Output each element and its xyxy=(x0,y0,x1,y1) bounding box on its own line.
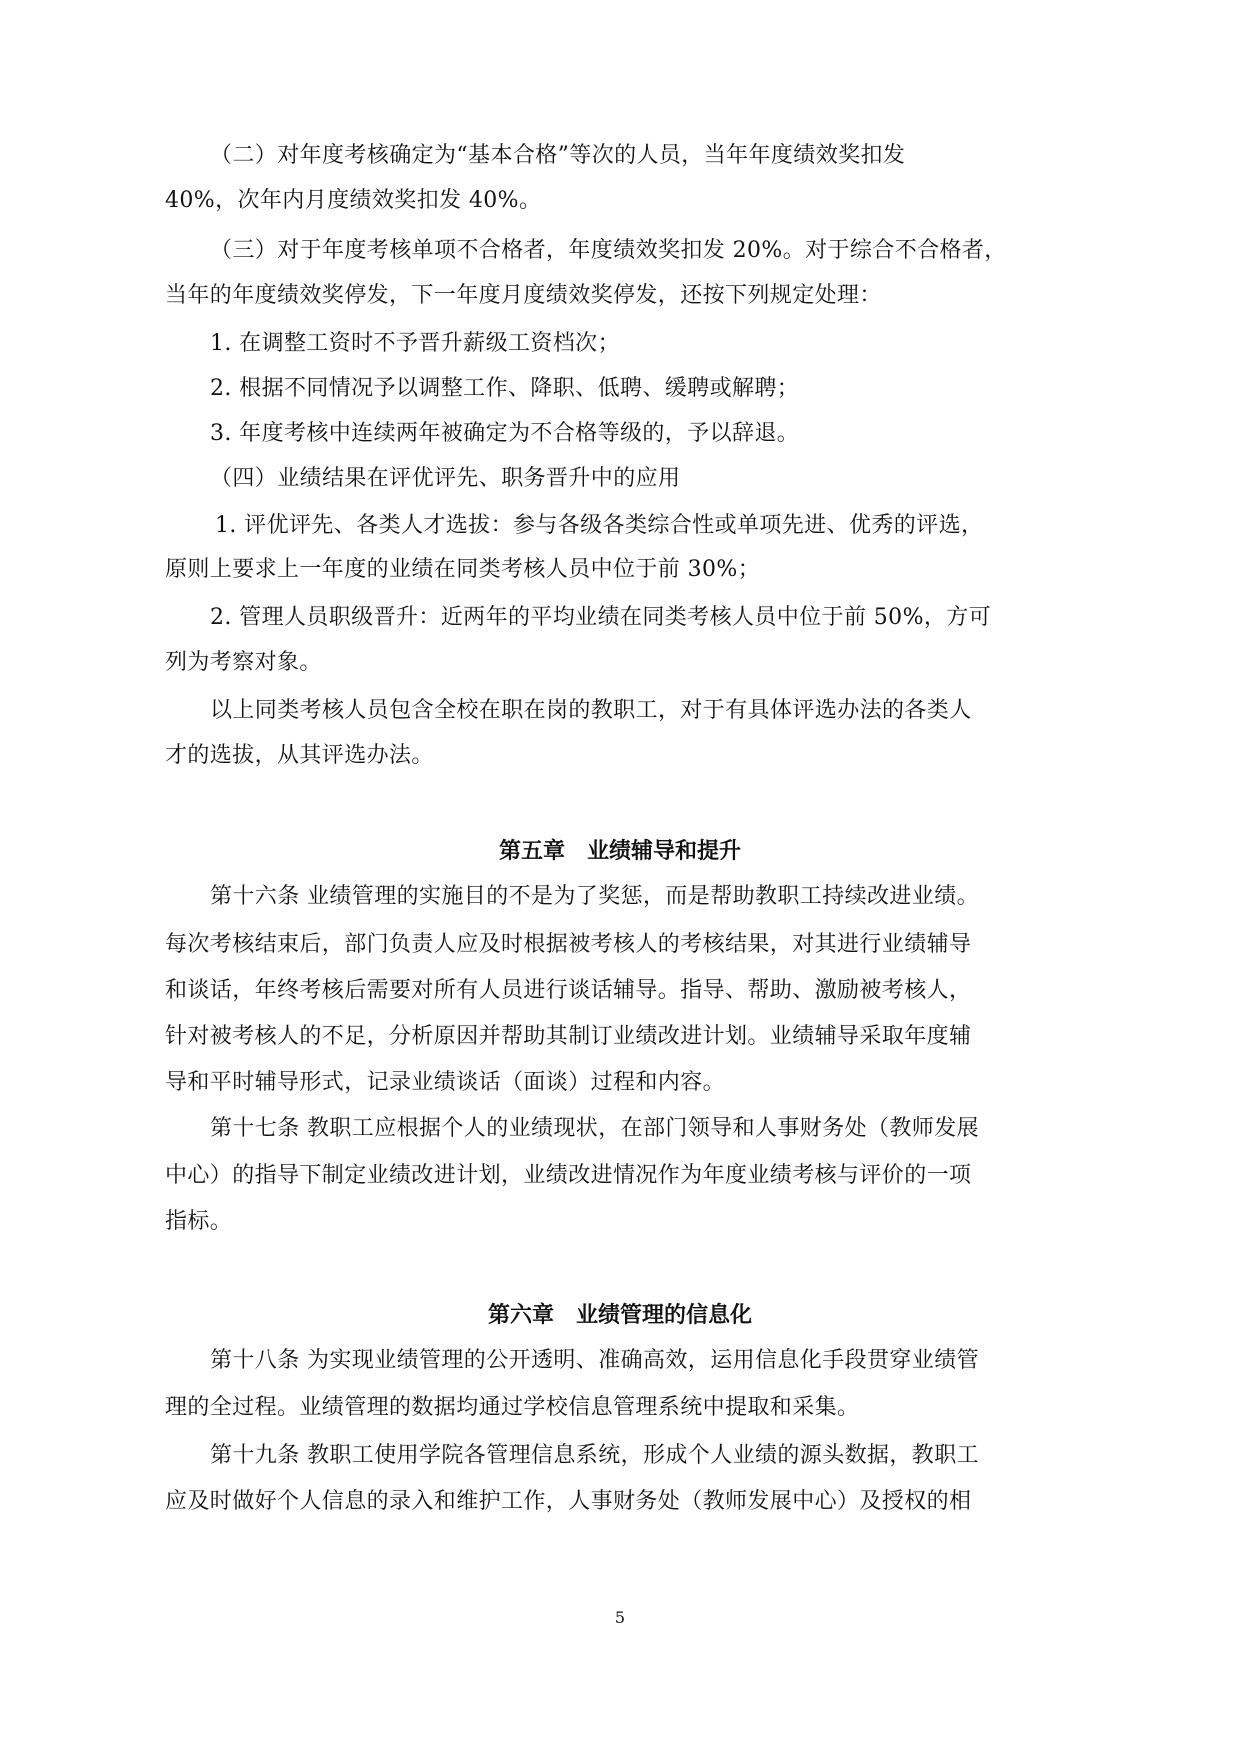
chapter-title: 业绩管理的信息化 xyxy=(576,1302,753,1328)
paragraph-line: 40%，次年内月度绩效奖扣发 40%。 xyxy=(165,188,542,213)
list-item: 1. 在调整工资时不予晋升薪级工资档次； xyxy=(210,331,620,356)
article-line: 第十八条 为实现业绩管理的公开透明、准确高效，运用信息化手段贯穿业绩管 xyxy=(210,1348,979,1373)
article-line: 理的全过程。业绩管理的数据均通过学校信息管理系统中提取和采集。 xyxy=(165,1395,860,1420)
article-line: 针对被考核人的不足，分析原因并帮助其制订业绩改进计划。业绩辅导采取年度辅 xyxy=(165,1024,972,1049)
article-line: 第十七条 教职工应根据个人的业绩现状，在部门领导和人事财务处（教师发展 xyxy=(210,1116,979,1141)
paragraph-line: 当年的年度绩效奖停发，下一年度月度绩效奖停发，还按下列规定处理： xyxy=(165,283,882,308)
paragraph-line: 列为考察对象。 xyxy=(165,650,322,675)
paragraph-line: 原则上要求上一年度的业绩在同类考核人员中位于前 30%； xyxy=(165,557,761,582)
page-number: 5 xyxy=(614,1608,626,1627)
subsection-heading: （四）业绩结果在评优评先、职务晋升中的应用 xyxy=(210,466,681,491)
paragraph-line: 1. 评优评先、各类人才选拔：参与各级各类综合性或单项先进、优秀的评选， xyxy=(215,513,984,538)
article-line: 中心）的指导下制定业绩改进计划，业绩改进情况作为年度业绩考核与评价的一项 xyxy=(165,1163,972,1188)
article-line: 应及时做好个人信息的录入和维护工作，人事财务处（教师发展中心）及授权的相 xyxy=(165,1489,972,1514)
paragraph-line: （三）对于年度考核单项不合格者，年度绩效奖扣发 20%。对于综合不合格者， xyxy=(210,238,1007,263)
list-item: 3. 年度考核中连续两年被确定为不合格等级的，予以辞退。 xyxy=(210,421,800,446)
chapter-number: 第五章 xyxy=(498,838,565,864)
article-line: 每次考核结束后，部门负责人应及时根据被考核人的考核结果，对其进行业绩辅导 xyxy=(165,932,972,957)
list-item: 2. 根据不同情况予以调整工作、降职、低聘、缓聘或解聘； xyxy=(210,376,800,401)
chapter-heading xyxy=(0,836,1240,866)
article-line: 指标。 xyxy=(165,1209,233,1234)
paragraph-line: （二）对年度考核确定为“基本合格”等次的人员，当年年度绩效奖扣发 xyxy=(210,143,906,168)
article-line: 第十九条 教职工使用学院各管理信息系统，形成个人业绩的源头数据，教职工 xyxy=(210,1443,979,1468)
chapter-number: 第六章 xyxy=(487,1302,554,1328)
article-line: 和谈话，年终考核后需要对所有人员进行谈话辅导。指导、帮助、激励被考核人， xyxy=(165,978,972,1003)
chapter-title: 业绩辅导和提升 xyxy=(587,838,742,864)
paragraph-line: 以上同类考核人员包含全校在职在岗的教职工，对于有具体评选办法的各类人 xyxy=(210,698,972,723)
paragraph-line: 才的选拔，从其评选办法。 xyxy=(165,743,434,768)
article-line: 导和平时辅导形式，记录业绩谈话（面谈）过程和内容。 xyxy=(165,1070,726,1095)
paragraph-line: 2. 管理人员职级晋升：近两年的平均业绩在同类考核人员中位于前 50%，方可 xyxy=(210,605,992,630)
chapter-heading xyxy=(0,1300,1240,1330)
article-line: 第十六条 业绩管理的实施目的不是为了奖惩，而是帮助教职工持续改进业绩。 xyxy=(210,884,979,909)
